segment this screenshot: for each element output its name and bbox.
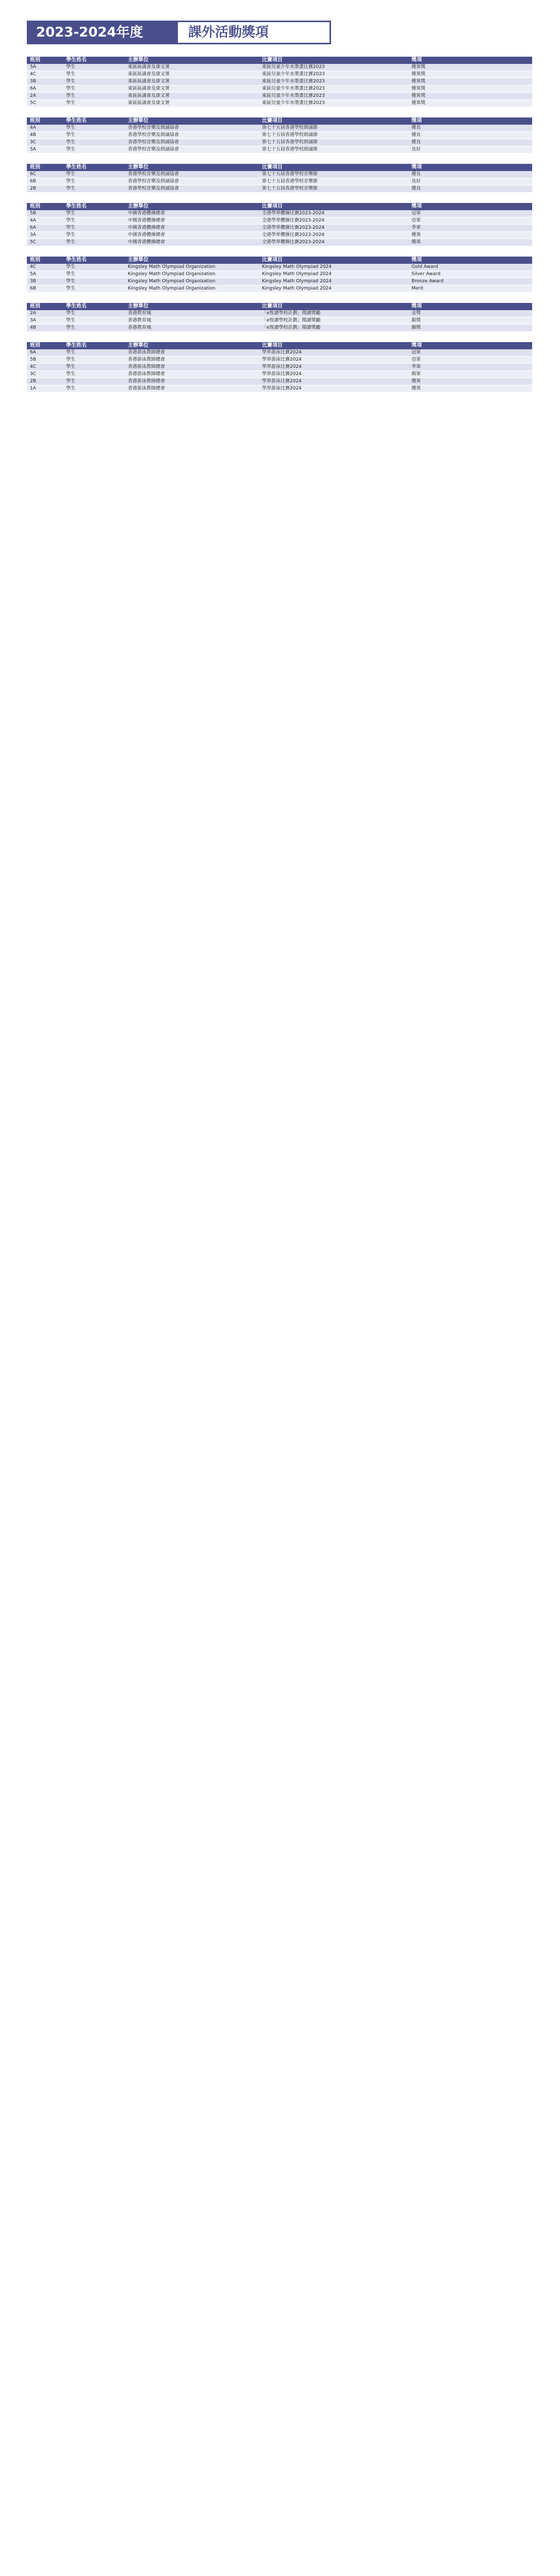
table-cell: 香港學校音樂及朗誦協會 xyxy=(125,139,259,146)
table-cell: 香港學校音樂及朗誦協會 xyxy=(125,185,259,193)
table-cell: 學生 xyxy=(63,310,125,317)
table-cell: 中國香港體操總會 xyxy=(125,239,259,246)
table-row xyxy=(27,64,532,71)
table-cell: 東區區議會及康文署 xyxy=(125,93,259,100)
table-cell: 殿軍 xyxy=(408,371,532,378)
column-header: 班別 xyxy=(27,257,63,264)
table-cell: 「e悅讀學校計劃」閱讀獎勵 xyxy=(259,317,408,325)
award-table xyxy=(27,117,532,154)
award-section xyxy=(27,203,532,246)
table-header-row xyxy=(27,342,532,349)
table-cell: 3A xyxy=(27,317,63,325)
table-row xyxy=(27,278,532,285)
table-cell: 學生 xyxy=(63,317,125,325)
table-cell: 全港學界體操比賽2023-2024 xyxy=(259,225,408,232)
table-cell: 學界游泳比賽2024 xyxy=(259,357,408,364)
column-header: 學生姓名 xyxy=(63,342,125,349)
table-cell: 第七十五屆香港學校音樂節 xyxy=(259,171,408,178)
table-cell: 季軍 xyxy=(408,225,532,232)
column-header: 班別 xyxy=(27,164,63,171)
table-cell: 學生 xyxy=(63,371,125,378)
table-cell: 亞軍 xyxy=(408,217,532,225)
table-cell: 第七十五屆香港學校朗誦節 xyxy=(259,132,408,139)
table-cell: 學生 xyxy=(63,264,125,271)
table-cell: 香港學校音樂及朗誦協會 xyxy=(125,171,259,178)
table-cell: Kingsley Math Olympiad Organization xyxy=(125,271,259,278)
table-cell: 學生 xyxy=(63,325,125,332)
table-cell: 4A xyxy=(27,217,63,225)
column-header: 獎項 xyxy=(408,57,532,64)
table-cell: 學生 xyxy=(63,357,125,364)
table-header-row xyxy=(27,257,532,264)
table-cell: 4B xyxy=(27,132,63,139)
table-cell: 學生 xyxy=(63,385,125,393)
table-cell: Kingsley Math Olympiad Organization xyxy=(125,278,259,285)
award-section xyxy=(27,117,532,154)
table-cell: 優異 xyxy=(408,239,532,246)
table-cell: 學生 xyxy=(63,225,125,232)
table-cell: 中國香港體操總會 xyxy=(125,210,259,217)
table-cell: 5A xyxy=(27,146,63,154)
table-cell: 全港學界體操比賽2023-2024 xyxy=(259,217,408,225)
column-header: 獎項 xyxy=(408,257,532,264)
table-cell: 第七十五屆香港學校朗誦節 xyxy=(259,146,408,154)
table-cell: 5C xyxy=(27,100,63,107)
column-header: 比賽項目 xyxy=(259,117,408,125)
table-cell: 3C xyxy=(27,139,63,146)
table-row xyxy=(27,357,532,364)
table-cell: Kingsley Math Olympiad 2024 xyxy=(259,278,408,285)
table-cell: 5B xyxy=(27,210,63,217)
table-cell: 優異獎 xyxy=(408,93,532,100)
table-cell: 3B xyxy=(27,78,63,86)
table-cell: 優良 xyxy=(408,171,532,178)
table-row xyxy=(27,378,532,385)
table-header-row xyxy=(27,203,532,210)
table-cell: 2B xyxy=(27,378,63,385)
table-cell: 中國香港體操總會 xyxy=(125,232,259,239)
table-row xyxy=(27,93,532,100)
award-table xyxy=(27,164,532,193)
table-cell: Kingsley Math Olympiad Organization xyxy=(125,285,259,293)
table-cell: 4C xyxy=(27,71,63,78)
table-cell: 香港游泳教師總會 xyxy=(125,385,259,393)
table-row xyxy=(27,225,532,232)
table-row xyxy=(27,217,532,225)
table-cell: 優異獎 xyxy=(408,86,532,93)
table-cell: 學生 xyxy=(63,93,125,100)
table-cell: 第七十五屆香港學校音樂節 xyxy=(259,185,408,193)
column-header: 學生姓名 xyxy=(63,117,125,125)
table-cell: 學生 xyxy=(63,100,125,107)
table-cell: 香港教育城 xyxy=(125,317,259,325)
table-cell: 4C xyxy=(27,264,63,271)
table-cell: 優異獎 xyxy=(408,71,532,78)
column-header: 比賽項目 xyxy=(259,57,408,64)
table-cell: 學生 xyxy=(63,146,125,154)
award-section xyxy=(27,257,532,293)
table-cell: 東區兒童少年水墨畫比賽2023 xyxy=(259,93,408,100)
table-cell: Kingsley Math Olympiad 2024 xyxy=(259,285,408,293)
table-cell: 全港學界體操比賽2023-2024 xyxy=(259,232,408,239)
table-cell: 冠軍 xyxy=(408,210,532,217)
column-header: 主辦單位 xyxy=(125,303,259,310)
table-cell: Kingsley Math Olympiad 2024 xyxy=(259,271,408,278)
column-header: 主辦單位 xyxy=(125,342,259,349)
table-cell: 香港游泳教師總會 xyxy=(125,371,259,378)
column-header: 主辦單位 xyxy=(125,164,259,171)
table-cell: 4C xyxy=(27,364,63,371)
table-row xyxy=(27,146,532,154)
table-cell: 優良 xyxy=(408,185,532,193)
table-cell: 東區兒童少年水墨畫比賽2023 xyxy=(259,64,408,71)
table-cell: 東區區議會及康文署 xyxy=(125,71,259,78)
table-cell: Kingsley Math Olympiad 2024 xyxy=(259,264,408,271)
column-header: 主辦單位 xyxy=(125,57,259,64)
table-row xyxy=(27,325,532,332)
table-row xyxy=(27,385,532,393)
table-header-row xyxy=(27,57,532,64)
table-row xyxy=(27,178,532,185)
table-cell: 第七十五屆香港學校音樂節 xyxy=(259,178,408,185)
table-cell: Gold Award xyxy=(408,264,532,271)
table-cell: 學生 xyxy=(63,349,125,357)
column-header: 獎項 xyxy=(408,164,532,171)
column-header: 比賽項目 xyxy=(259,203,408,210)
table-row xyxy=(27,371,532,378)
award-sections xyxy=(27,57,532,403)
table-cell: 銀獎 xyxy=(408,317,532,325)
table-cell: 東區兒童少年水墨畫比賽2023 xyxy=(259,100,408,107)
table-cell: 全港學界體操比賽2023-2024 xyxy=(259,210,408,217)
table-cell: 3A xyxy=(27,232,63,239)
column-header: 獎項 xyxy=(408,303,532,310)
table-cell: 東區兒童少年水墨畫比賽2023 xyxy=(259,78,408,86)
table-cell: 學界游泳比賽2024 xyxy=(259,371,408,378)
table-cell: 香港游泳教師總會 xyxy=(125,349,259,357)
table-cell: 學生 xyxy=(63,378,125,385)
column-header: 班別 xyxy=(27,342,63,349)
table-cell: 東區區議會及康文署 xyxy=(125,64,259,71)
table-cell: 學生 xyxy=(63,125,125,132)
table-cell: 優異獎 xyxy=(408,78,532,86)
table-cell: Bronze Award xyxy=(408,278,532,285)
table-cell: 4B xyxy=(27,325,63,332)
table-cell: 5A xyxy=(27,64,63,71)
table-cell: 良好 xyxy=(408,178,532,185)
table-cell: 4A xyxy=(27,125,63,132)
table-row xyxy=(27,364,532,371)
award-section xyxy=(27,164,532,193)
table-cell: 6C xyxy=(27,171,63,178)
table-cell: 學生 xyxy=(63,232,125,239)
award-table xyxy=(27,342,532,393)
award-table xyxy=(27,203,532,246)
table-cell: 2A xyxy=(27,310,63,317)
column-header: 比賽項目 xyxy=(259,164,408,171)
column-header: 獎項 xyxy=(408,203,532,210)
table-cell: 全港學界體操比賽2023-2024 xyxy=(259,239,408,246)
table-cell: 學生 xyxy=(63,239,125,246)
table-cell: 銅獎 xyxy=(408,325,532,332)
year-title: 2023-2024年度 xyxy=(27,21,182,44)
table-cell: 5B xyxy=(27,357,63,364)
table-cell: 優異 xyxy=(408,232,532,239)
table-cell: 6A xyxy=(27,349,63,357)
table-cell: 6A xyxy=(27,225,63,232)
table-row xyxy=(27,232,532,239)
table-cell: 香港學校音樂及朗誦協會 xyxy=(125,178,259,185)
award-table xyxy=(27,257,532,293)
table-cell: 優良 xyxy=(408,125,532,132)
table-cell: 冠軍 xyxy=(408,349,532,357)
table-cell: Kingsley Math Olympiad Organization xyxy=(125,264,259,271)
table-row xyxy=(27,239,532,246)
column-header: 學生姓名 xyxy=(63,57,125,64)
column-header: 班別 xyxy=(27,303,63,310)
award-section xyxy=(27,303,532,332)
table-cell: 1A xyxy=(27,385,63,393)
table-cell: 優異獎 xyxy=(408,100,532,107)
table-row xyxy=(27,86,532,93)
table-cell: 優異 xyxy=(408,378,532,385)
table-cell: 學生 xyxy=(63,64,125,71)
table-cell: 學界游泳比賽2024 xyxy=(259,364,408,371)
column-header: 獎項 xyxy=(408,117,532,125)
table-row xyxy=(27,264,532,271)
column-header: 班別 xyxy=(27,203,63,210)
table-cell: 學生 xyxy=(63,271,125,278)
table-cell: 2A xyxy=(27,93,63,100)
table-cell: 東區兒童少年水墨畫比賽2023 xyxy=(259,71,408,78)
table-row xyxy=(27,78,532,86)
award-section xyxy=(27,342,532,393)
table-cell: 第七十五屆香港學校朗誦節 xyxy=(259,125,408,132)
table-cell: 「e悅讀學校計劃」閱讀獎勵 xyxy=(259,325,408,332)
table-row xyxy=(27,132,532,139)
column-header: 主辦單位 xyxy=(125,117,259,125)
table-cell: 學界游泳比賽2024 xyxy=(259,385,408,393)
column-header: 班別 xyxy=(27,57,63,64)
award-section xyxy=(27,57,532,107)
column-header: 學生姓名 xyxy=(63,164,125,171)
table-row xyxy=(27,271,532,278)
table-cell: 優異 xyxy=(408,385,532,393)
table-cell: 亞軍 xyxy=(408,357,532,364)
table-cell: 5C xyxy=(27,239,63,246)
table-cell: 學生 xyxy=(63,185,125,193)
column-header: 比賽項目 xyxy=(259,257,408,264)
table-cell: 3B xyxy=(27,278,63,285)
table-cell: 香港教育城 xyxy=(125,325,259,332)
table-cell: 香港游泳教師總會 xyxy=(125,364,259,371)
column-header: 學生姓名 xyxy=(63,203,125,210)
table-row xyxy=(27,171,532,178)
table-row xyxy=(27,285,532,293)
table-cell: 優良 xyxy=(408,132,532,139)
table-cell: 3C xyxy=(27,371,63,378)
table-cell: 6A xyxy=(27,86,63,93)
table-cell: 學生 xyxy=(63,86,125,93)
table-cell: 東區區議會及康文署 xyxy=(125,100,259,107)
table-row xyxy=(27,100,532,107)
table-header-row xyxy=(27,117,532,125)
column-header: 比賽項目 xyxy=(259,342,408,349)
table-cell: 學界游泳比賽2024 xyxy=(259,349,408,357)
table-header-row xyxy=(27,164,532,171)
table-cell: 香港游泳教師總會 xyxy=(125,357,259,364)
table-cell: 香港學校音樂及朗誦協會 xyxy=(125,146,259,154)
table-row xyxy=(27,310,532,317)
column-header: 學生姓名 xyxy=(63,303,125,310)
table-cell: 良好 xyxy=(408,146,532,154)
column-header: 比賽項目 xyxy=(259,303,408,310)
table-cell: 2B xyxy=(27,185,63,193)
table-cell: 第七十五屆香港學校朗誦節 xyxy=(259,139,408,146)
table-cell: 香港游泳教師總會 xyxy=(125,378,259,385)
subtitle: 課外活動獎項 xyxy=(176,21,331,44)
table-cell: 「e悅讀學校計劃」閱讀獎勵 xyxy=(259,310,408,317)
table-cell: 學生 xyxy=(63,217,125,225)
column-header: 主辦單位 xyxy=(125,257,259,264)
table-row xyxy=(27,185,532,193)
table-cell: 香港學校音樂及朗誦協會 xyxy=(125,125,259,132)
table-row xyxy=(27,125,532,132)
table-cell: 中國香港體操總會 xyxy=(125,225,259,232)
table-cell: 學生 xyxy=(63,78,125,86)
table-cell: 6B xyxy=(27,285,63,293)
table-header-row xyxy=(27,303,532,310)
table-row xyxy=(27,210,532,217)
table-cell: 香港學校音樂及朗誦協會 xyxy=(125,132,259,139)
table-cell: 東區區議會及康文署 xyxy=(125,86,259,93)
table-cell: 學生 xyxy=(63,178,125,185)
table-cell: Merit xyxy=(408,285,532,293)
column-header: 班別 xyxy=(27,117,63,125)
table-cell: 金獎 xyxy=(408,310,532,317)
table-cell: 學生 xyxy=(63,285,125,293)
table-cell: 優異獎 xyxy=(408,64,532,71)
table-cell: 學生 xyxy=(63,132,125,139)
page-header xyxy=(27,21,532,44)
table-cell: 香港教育城 xyxy=(125,310,259,317)
table-cell: 優良 xyxy=(408,139,532,146)
award-table xyxy=(27,303,532,332)
column-header: 學生姓名 xyxy=(63,257,125,264)
table-cell: 學界游泳比賽2024 xyxy=(259,378,408,385)
table-cell: 季軍 xyxy=(408,364,532,371)
table-row xyxy=(27,317,532,325)
column-header: 獎項 xyxy=(408,342,532,349)
table-row xyxy=(27,139,532,146)
table-cell: 東區兒童少年水墨畫比賽2023 xyxy=(259,86,408,93)
table-cell: 學生 xyxy=(63,171,125,178)
table-cell: 中國香港體操總會 xyxy=(125,217,259,225)
table-row xyxy=(27,71,532,78)
table-cell: 學生 xyxy=(63,364,125,371)
table-cell: 5A xyxy=(27,271,63,278)
table-cell: 6B xyxy=(27,178,63,185)
table-cell: 東區區議會及康文署 xyxy=(125,78,259,86)
table-cell: Silver Award xyxy=(408,271,532,278)
column-header: 主辦單位 xyxy=(125,203,259,210)
table-cell: 學生 xyxy=(63,278,125,285)
award-table xyxy=(27,57,532,107)
table-cell: 學生 xyxy=(63,210,125,217)
table-cell: 學生 xyxy=(63,139,125,146)
table-row xyxy=(27,349,532,357)
table-cell: 學生 xyxy=(63,71,125,78)
